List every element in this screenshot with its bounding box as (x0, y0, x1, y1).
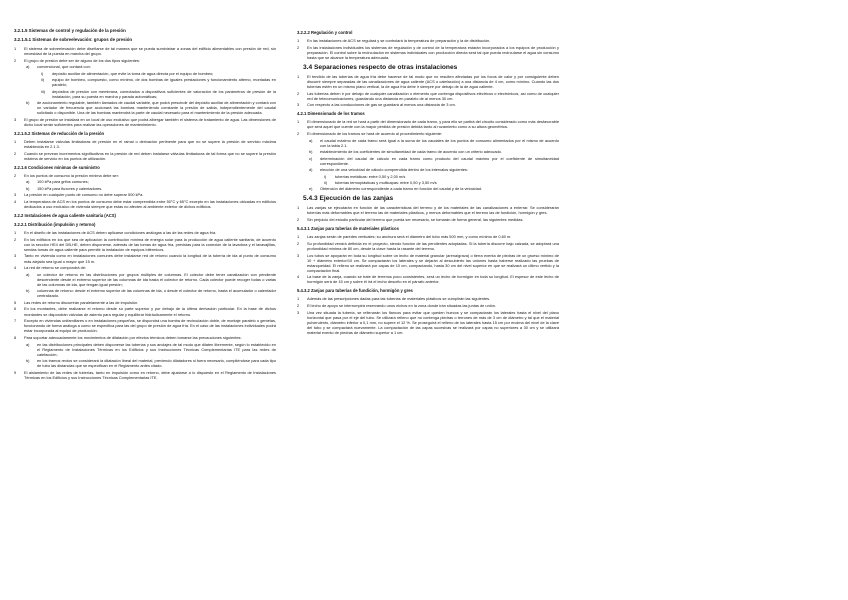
item-number: 1 (14, 138, 17, 144)
item-number: b) (309, 149, 313, 155)
item-number: 6 (14, 306, 17, 312)
item-text: determinación del caudal de cálculo en cada tramo como producto del caudal máximo por el coeficiente de simultaneidad correspondiente. (320, 155, 559, 166)
list-item (297, 149, 559, 154)
item-number: 2 (14, 150, 17, 156)
item-text: Las tuberías deben ir por debajo de cualquier canalización o elemento que contenga dispositivos eléctricos o electrónicos, así como de cualquier red de telecomunicaciones, guardando una distancia en paralelo de al menos 30 cm. (307, 90, 559, 101)
item-text: La base de la zanja, cuando se trate de terrenos poco consistentes, será un lecho de hormigón en toda su longitud. El espesor de este lecho de hormigón será de 15 cm y sobre él irá el lecho descrito en el párrafo anterior. (307, 274, 559, 285)
item-number: a) (26, 64, 30, 70)
item-text: Para soportar adecuadamente los movimientos de dilatación por efectos térmicos deben tomarse las precauciones siguientes: (24, 334, 242, 340)
item-number: 4 (297, 274, 300, 280)
list-item (297, 138, 559, 148)
item-text: La presión en cualquier punto de consumo no debe superar 500 kPa. (24, 192, 144, 198)
item-text: En las instalaciones individuales los sistemas de regulación y de control de la temperatura estarán incorporados a los equipos de producción y preparación. El control sobre la recirculación en sistemas individuales con producción directa será tal que pueda recircularse el agua sin consumo hasta que se alcance la temperatura adecuada. (307, 44, 559, 60)
numbered-paragraph (297, 131, 559, 136)
item-text: elección de una velocidad de cálculo comprendida dentro de los intervalos siguientes: (320, 167, 468, 173)
item-text: Excepto en viviendas unifamiliares o en instalaciones pequeñas, se dispondrá una bomba de recirculación doble, de montaje paralelo o gemelas, funcionando de forma análoga a como se especifica para las del grupo de presión de agua fría. En el caso de las instalaciones individuales podrá estar incorporada al equipo de producción. (24, 318, 276, 334)
item-number: 8 (14, 334, 17, 340)
numbered-paragraph (14, 46, 276, 56)
left-column (14, 26, 276, 381)
list-item (297, 167, 559, 172)
section-heading: 3.4 Separaciones respecto de otras instalaciones (303, 63, 458, 71)
item-number: 3 (297, 252, 300, 258)
numbered-paragraph (14, 58, 276, 63)
list-item (297, 174, 559, 179)
item-text: de accionamiento regulable, también llamados de caudal variable, que podrá prescindir del depósito auxiliar de alimentación y contará con un variador de frecuencia que accionará las bombas manteniendo constante la presión de salida, independientemente del caudal solicitado o disponible. Una de las bombas mantendrá la parte de caudal necesario para el mantenimiento de la presión adecuada. (37, 100, 276, 116)
numbered-paragraph (297, 310, 559, 335)
item-text: Las zanjas se ejecutarán en función de las características del terreno y de los materiales de las canalizaciones a enterrar. Se considerarán tuberías más deformables que el terreno las de materiales plásticos, y menos deformables que el terreno las de fundición, hormigón y gres. (307, 205, 559, 216)
item-text: El dimensionado de la red se hará a partir del dimensionado de cada tramo, y para ello se partirá del circuito considerado como más desfavorable que será aquel que cuente con la mayor pérdida de presión debida tanto al rozamiento como a su altura geométrica. (307, 119, 559, 130)
item-number: i) (41, 70, 44, 76)
numbered-paragraph (14, 151, 276, 161)
section-heading: 3.2.2.2 Regulación y control (297, 30, 353, 35)
item-number: 2 (14, 57, 17, 63)
item-text: En los montantes, debe realizarse el retorno desde su parte superior y por debajo de la última derivación particular. En la base de dichos montantes se dispondrán válvulas de asiento para regular y equilibrar hidráulicamente el retorno. (24, 306, 276, 317)
item-number: 7 (14, 318, 17, 324)
numbered-paragraph (297, 102, 559, 107)
item-number: 3 (14, 253, 17, 259)
section-heading: 5.4.3.2 Zanjas para tuberías de fundición, hormigón y gres (297, 288, 413, 294)
item-number: 4 (14, 265, 17, 271)
item-number: 5 (14, 299, 17, 305)
numbered-paragraph (297, 38, 559, 43)
item-text: establecimiento de los coeficientes de simultaneidad de cada tramo de acuerdo con un criterio adecuado. (320, 149, 502, 155)
item-text: equipo de bombeo, compuesto, como mínimo, de dos bombas de iguales prestaciones y funcionamiento alterno, montadas en paralelo; (52, 77, 276, 88)
section-heading: 3.2.1.6 Condiciones mínimas de suministro (14, 164, 100, 170)
item-text: Deben instalarse válvulas limitadoras de presión en el ramal o derivación pertinente para que no se supere la presión de servicio máxima establecida en 2.1.3. (24, 138, 276, 149)
list-item (14, 272, 276, 287)
item-text: En el diseño de las instalaciones de ACS deben aplicarse condiciones análogas a las de las redes de agua fría. (24, 230, 217, 236)
item-number: 3 (14, 116, 17, 122)
item-text: El grupo de presión se instalará en un local de uso exclusivo que podrá albergar también el sistema de tratamiento de agua. Las dimensiones de dicho local serán suficientes para realizar las operaciones de mantenimiento. (24, 116, 276, 127)
list-item (297, 186, 559, 191)
item-number: b) (26, 185, 30, 191)
numbered-paragraph (14, 265, 276, 270)
item-text: El grupo de presión debe ser de alguno de los dos tipos siguientes: (24, 57, 140, 63)
numbered-paragraph (14, 139, 276, 149)
item-number: c) (309, 155, 313, 161)
item-number: a) (26, 341, 30, 347)
item-number: 3 (297, 102, 300, 108)
item-number: 2 (297, 217, 300, 223)
item-number: 1 (297, 234, 300, 240)
numbered-paragraph (297, 234, 559, 239)
item-text: El sistema de sobreelevación debe diseñarse de tal manera que se pueda suministrar a zonas del edificio alimentables con presión de red, sin necesidad de la puesta en marcha del grupo. (24, 46, 276, 57)
list-item (14, 288, 276, 298)
section-heading: 3.2.1.5.1 Sistemas de sobreelevación: grupos de presión (14, 37, 133, 43)
numbered-paragraph (297, 119, 559, 129)
item-text: el caudal máximo de cada tramo será igual a la suma de los caudales de los puntos de consumo alimentados por el mismo de acuerdo con la tabla 2.1. (320, 137, 559, 148)
item-text: un colector de retorno en las distribuciones por grupos múltiples de columnas. El colector debe tener canalización con pendiente descendente desde el extremo superior de las columnas de ida hasta el colector de retorno. Cada colector puede recoger todas o varias de las columnas de ida, que tengan igual presión; (37, 271, 276, 287)
numbered-paragraph (14, 117, 276, 127)
item-number: ii) (324, 179, 328, 185)
item-number: b) (26, 288, 30, 294)
item-number: b) (26, 100, 30, 106)
numbered-paragraph (14, 237, 276, 252)
list-item (14, 358, 276, 368)
item-number: 1 (297, 205, 300, 211)
numbered-paragraph (297, 303, 559, 308)
numbered-paragraph (297, 205, 559, 215)
item-number: 2 (297, 131, 300, 137)
item-number: iii) (41, 88, 45, 94)
item-text: en las distribuciones principales deben disponerse las tuberías y sus anclajes de tal modo que dilaten libremente, según lo establecido en el Reglamento de Instalaciones Térmicas en los Edificios y sus Instrucciones Técnicas Complementarias ITE para las redes de calefacción; (37, 341, 276, 357)
item-text: depósito auxiliar de alimentación, que evite la toma de agua directa por el equipo de bombeo; (52, 70, 214, 76)
item-text: Una vez situada la tubería, se rellenarán los flancos para evitar que queden huecos y se compactarán los laterales hasta el nivel del plano horizontal que pasa por el eje del tubo. Se utilizará relleno que no contenga piedras o terrones de más de 3 cm de diámetro y tal que el material pulverulento, diámetro inferior a 0,1 mm, no supere el 12 %. Se proseguirá el relleno de los laterales hasta 15 cm por encima del nivel de la clave del tubo y se compactará nuevamente. La compactación de las capas sucesivas se realizará por capas no superiores a 30 cm y se utilizará material exento de piedras de diámetro superior a 1 cm. (307, 309, 559, 335)
item-number: 3 (297, 309, 300, 315)
item-text: Cuando se prevean incrementos significativos en la presión de red deben instalarse válvulas limitadoras de tal forma que no se supere la presión máxima de servicio en los puntos de utilización. (24, 150, 276, 161)
item-number: 2 (297, 44, 300, 50)
numbered-paragraph (14, 306, 276, 316)
list-item (14, 77, 276, 87)
list-item (14, 342, 276, 357)
item-number: a) (26, 271, 30, 277)
item-number: 3 (14, 192, 17, 198)
item-text: Las redes de retorno discurrirán paralelamente a las de impulsión. (24, 299, 139, 305)
item-number: 2 (14, 172, 17, 178)
numbered-paragraph (14, 192, 276, 197)
item-number: 1 (14, 230, 17, 236)
numbered-paragraph (297, 296, 559, 301)
item-number: 2 (297, 90, 300, 96)
numbered-paragraph (297, 253, 559, 273)
item-number: 2 (14, 236, 17, 242)
list-item (297, 180, 559, 185)
item-number: b) (26, 358, 30, 364)
item-text: tuberías termoplásticas y multicapas: entre 0,50 y 3,50 m/s (335, 179, 437, 185)
item-number: 1 (14, 46, 17, 52)
numbered-paragraph (14, 335, 276, 340)
item-text: Las zanjas serán de paredes verticales; su anchura será el diámetro del tubo más 500 mm, y como mínimo de 0,60 m. (307, 234, 512, 240)
section-heading: 3.2.2.1 Distribución (impulsión y retorno) (14, 222, 96, 228)
list-item (14, 71, 276, 76)
item-text: Su profundidad vendrá definida en el proyecto, siendo función de las pendientes adoptadas. Si la tubería discurre bajo calzada, se adoptará una profundidad mínima de 80 cm, desde la clave hasta la rasante del terreno. (307, 240, 559, 251)
item-number: e) (309, 186, 313, 192)
item-text: 100 kPa para grifos comunes; (37, 179, 89, 185)
item-number: 1 (297, 73, 300, 79)
item-text: depósitos de presión con membrana, conectados a dispositivos suficientes de valoración de los parámetros de presión de la instalación, para su puesta en marcha y parada automáticas; (52, 88, 276, 99)
numbered-paragraph (14, 199, 276, 209)
list-item (14, 100, 276, 115)
item-text: En los puntos de consumo la presión mínima debe ser: (24, 172, 119, 178)
list-item (297, 156, 559, 166)
item-text: Obtención del diámetro correspondiente a cada tramo en función del caudal y de la velocidad. (320, 186, 482, 192)
item-text: columnas de retorno: desde el extremo superior de las columnas de ida, o desde el colector de retorno, hasta el acumulador o calentador centralizado. (37, 288, 276, 299)
section-heading: 4.2.1 Dimensionado de los tramos (297, 111, 365, 117)
numbered-paragraph (14, 300, 276, 305)
section-heading: 3.2.1.5.2 Sistemas de reducción de la presión (14, 130, 105, 136)
section-heading: 5.4.3.1 Zanjas para tuberías de materiales plásticos (297, 226, 399, 232)
item-number: 1 (297, 119, 300, 125)
section-heading: 3.2.2 Instalaciones de agua caliente sanitaria (ACS) (14, 213, 116, 219)
numbered-paragraph (297, 91, 559, 101)
list-item (14, 89, 276, 99)
numbered-paragraph (14, 318, 276, 333)
item-text: El dimensionado de los tramos se hará de acuerdo al procedimiento siguiente: (307, 131, 443, 137)
item-text: El tendido de las tuberías de agua fría debe hacerse de tal modo que no resulten afectadas por los focos de calor y por consiguiente deben discurrir siempre separadas de las canalizaciones de agua caliente (ACS o calefacción) a una distancia de 4 cm, como mínimo. Cuando las dos tuberías estén en un mismo plano vertical, la de agua fría debe ir siempre por debajo de la de agua caliente. (307, 73, 559, 89)
numbered-paragraph (297, 74, 559, 89)
item-number: 2 (297, 240, 300, 246)
item-text: El lecho de apoyo se interrumpirá reservando unos nichos en la zona donde irán situadas las juntas de unión. (307, 303, 497, 309)
item-number: 2 (297, 303, 300, 309)
section-heading: 5.4.3 Ejecución de las zanjas (303, 195, 394, 203)
list-item (14, 186, 276, 191)
numbered-paragraph (14, 370, 276, 380)
list-item (14, 64, 276, 69)
item-text: Sin perjuicio del estudio particular del terreno que pueda ser necesario, se tomarán de forma general, las siguientes medidas. (307, 217, 524, 223)
item-number: 4 (14, 198, 17, 204)
item-number: i) (324, 173, 327, 179)
numbered-paragraph (14, 173, 276, 178)
item-number: 1 (297, 296, 300, 302)
list-item (14, 179, 276, 184)
item-text: En las instalaciones de ACS se regulará y se controlará la temperatura de preparación y la de distribución. (307, 38, 491, 44)
numbered-paragraph (297, 45, 559, 60)
item-text: Tanto en vivienda como en instalaciones comunes debe instalarse red de retorno cuando la longitud de la tubería de ida al punto de consumo más alejado sea igual o mayor que 15 m. (24, 253, 276, 264)
numbered-paragraph (14, 230, 276, 235)
section-heading: 3.2.1.5 Sistemas de control y regulación de la presión (14, 28, 126, 33)
item-text: El aislamiento de las redes de tuberías, tanto en impulsión como en retorno, debe ajustarse a lo dispuesto en el Reglamento de Instalaciones Térmicas en los Edificios y sus Instrucciones Técnicas Complementarias ITE. (24, 369, 276, 380)
item-text: 150 kPa para fluxores y calentadores. (37, 185, 103, 191)
item-text: en los tramos rectos se considerará la dilatación lineal del material, previendo dilatadores si fuera necesario, cumpliéndose para cada tipo de tubo las distancias que se especifican en el Reglamento antes citado. (37, 358, 276, 369)
item-text: La red de retorno se compondrá de: (24, 265, 87, 271)
item-text: En los edificios en los que sea de aplicación la contribución mínima de energía solar para la producción de agua caliente sanitaria, de acuerdo con la sección HE4 del DB-HE, deben disponerse, además de las tomas de agua fría, previstas para la conexión de la lavadora y el lavavajillas, sendas tomas de agua caliente para permitir la instalación de equipos bitérmicos. (24, 236, 276, 252)
numbered-paragraph (14, 253, 276, 263)
item-number: 9 (14, 369, 17, 375)
item-number: a) (309, 137, 313, 143)
item-number: ii) (41, 77, 45, 83)
right-column (297, 26, 559, 337)
item-number: 1 (297, 38, 300, 44)
item-text: Los tubos se apoyarán en toda su longitud sobre un lecho de material granular (arena/grava) o tierra exenta de piedras de un grueso mínimo de 10 + diámetro exterior/10 cm. Se compactarán los laterales y se dejarán al descubierto las uniones hasta haberse realizado las pruebas de estanqueidad. El relleno se realizará por capas de 10 cm, compactando, hasta 30 cm del nivel superior en que se realizará un último vertido y la compactación final. (307, 252, 559, 273)
item-number: a) (26, 179, 30, 185)
item-text: Además de las prescripciones dadas para las tuberías de materiales plásticos se cumplirán las siguientes. (307, 296, 491, 302)
item-number: d) (309, 167, 313, 173)
numbered-paragraph (297, 274, 559, 284)
numbered-paragraph (297, 241, 559, 251)
item-text: La temperatura de ACS en los puntos de consumo debe estar comprendida entre 50°C y 65°C excepto en las instalaciones ubicadas en edificios dedicados a uso exclusivo de vivienda siempre que estas no afecten al ambiente exterior de dichos edificios. (24, 198, 276, 209)
numbered-paragraph (297, 217, 559, 222)
item-text: Con respecto a las conducciones de gas se guardará al menos una distancia de 3 cm. (307, 102, 456, 108)
item-text: tuberías metálicas: entre 0,50 y 2,00 m/s (335, 173, 406, 179)
item-text: convencional, que contará con: (37, 64, 91, 70)
